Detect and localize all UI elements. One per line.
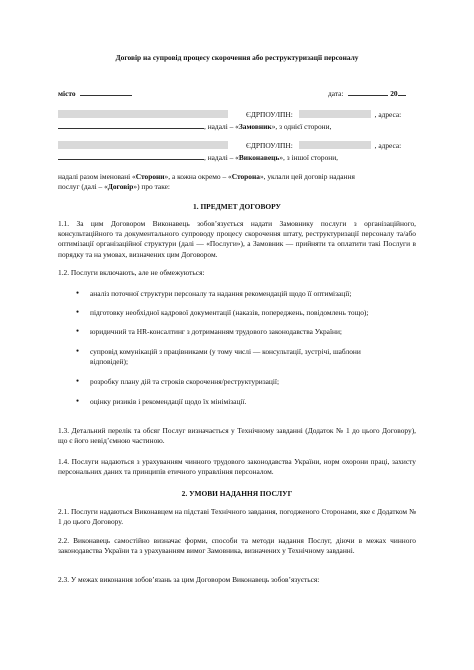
list-item: юридичний та HR-консалтинг з дотриманням трудового законодавства України; bbox=[90, 327, 342, 336]
agreement-term: Договір bbox=[107, 182, 134, 191]
customer-address-label: , адреса: bbox=[374, 110, 402, 119]
clause-1-4: 1.4. Послуги надаються з урахуванням чинного трудового законодавства України, норм охорони праці, захисту персональних даних та принципів етичного управління персоналом. bbox=[58, 457, 416, 477]
list-item: оцінку ризиків і рекомендації щодо їх мінімізації. bbox=[90, 397, 247, 406]
clause-1-3: 1.3. Детальний перелік та обсяг Послуг визначається у Технічному завданні (Додаток № 1 до цього Договору), що є його невід’ємною частиною. bbox=[58, 426, 416, 446]
customer-line-1 bbox=[58, 110, 401, 119]
parties-text-e: », уклали цей договір надання bbox=[259, 172, 355, 181]
contractor-line-1 bbox=[58, 141, 401, 150]
clause-2-3: 2.3. У межах виконання зобов’язань за цим Договором Виконавець зобов’язується: bbox=[58, 575, 320, 584]
contractor-role: Виконавець bbox=[238, 153, 280, 162]
party-term: Сторона bbox=[231, 172, 260, 181]
year-prefix: 20 bbox=[390, 89, 398, 98]
list-item: супровід комунікацій з працівниками (у тому числі — консультації, зустрічі, шаблони відповідей); bbox=[90, 347, 361, 367]
parties-line-1 bbox=[58, 172, 355, 181]
section-1-heading: 1. ПРЕДМЕТ ДОГОВОРУ bbox=[193, 202, 281, 211]
customer-name-field[interactable] bbox=[58, 110, 228, 118]
city-field[interactable] bbox=[80, 88, 132, 96]
parties-line-2 bbox=[58, 182, 170, 191]
parties-text-g: ») про таке: bbox=[133, 182, 170, 191]
customer-edrpou-field[interactable] bbox=[299, 110, 371, 118]
parties-text-f: послуг (далі – « bbox=[58, 182, 108, 191]
customer-address-field[interactable] bbox=[58, 121, 204, 129]
list-item: розробку плану дій та строків скорочення/реструктуризації; bbox=[90, 377, 280, 386]
year-field[interactable] bbox=[398, 88, 406, 96]
section-2-heading: 2. УМОВИ НАДАННЯ ПОСЛУГ bbox=[181, 489, 293, 498]
date-label: дата: bbox=[328, 89, 344, 98]
customer-edrpou-label: ЄДРПОУ/ІПН: bbox=[246, 110, 293, 119]
clause-2-2: 2.2. Виконавець самостійно визначає форми, способи та методи надання Послуг, діючи в межах чинного законодавства України та з урахуванням вимог Замовника, визначених у Технічному завданні. bbox=[58, 536, 416, 556]
city-label: місто bbox=[58, 89, 76, 98]
parties-term: Сторони bbox=[135, 172, 165, 181]
customer-line-2 bbox=[58, 121, 331, 131]
customer-role-prefix: , надалі – « bbox=[204, 122, 239, 131]
document-title: Договір на супровід процесу скорочення або реструктуризації персоналу bbox=[115, 53, 359, 62]
clause-1-2: 1.2. Послуги включають, але не обмежуються: bbox=[58, 268, 205, 277]
contractor-edrpou-label: ЄДРПОУ/ІПН: bbox=[246, 141, 293, 150]
parties-text-c: », а кожна окремо – « bbox=[164, 172, 232, 181]
contractor-address-field[interactable] bbox=[58, 152, 204, 160]
contractor-role-prefix: , надалі – « bbox=[204, 153, 239, 162]
contractor-edrpou-field[interactable] bbox=[299, 141, 371, 149]
parties-text-a: надалі разом іменовані « bbox=[58, 172, 136, 181]
clause-1-1: 1.1. За цим Договором Виконавець зобов’язується надати Замовнику послуги з організаційного, консультаційного та документального супроводу процесу скорочення штату, реструктуризації персоналу та/або оптимізації організаційної структури (далі — «Послуги»), а Замовник — прийняти та оплатити такі Послуги в порядку та на умовах, визначених цим Договором. bbox=[58, 219, 416, 259]
date-line bbox=[328, 88, 406, 98]
customer-role: Замовник bbox=[238, 122, 272, 131]
list-item: підготовку необхідної кадрової документації (наказів, попереджень, повідомлень тощо); bbox=[90, 308, 369, 317]
city-date-line bbox=[58, 88, 132, 98]
contractor-address-label: , адреса: bbox=[374, 141, 402, 150]
clause-2-1: 2.1. Послуги надаються Виконавцем на підставі Технічного завдання, погодженого Сторонами, яке є Додатком № 1 до цього Договору. bbox=[58, 507, 416, 527]
contractor-name-field[interactable] bbox=[58, 141, 228, 149]
contractor-role-suffix: », з іншої сторони, bbox=[279, 153, 339, 162]
contractor-line-2 bbox=[58, 152, 338, 162]
date-field[interactable] bbox=[348, 88, 388, 96]
customer-role-suffix: », з однієї сторони, bbox=[271, 122, 332, 131]
list-item: аналіз поточної структури персоналу та надання рекомендацій щодо її оптимізації; bbox=[90, 289, 352, 298]
